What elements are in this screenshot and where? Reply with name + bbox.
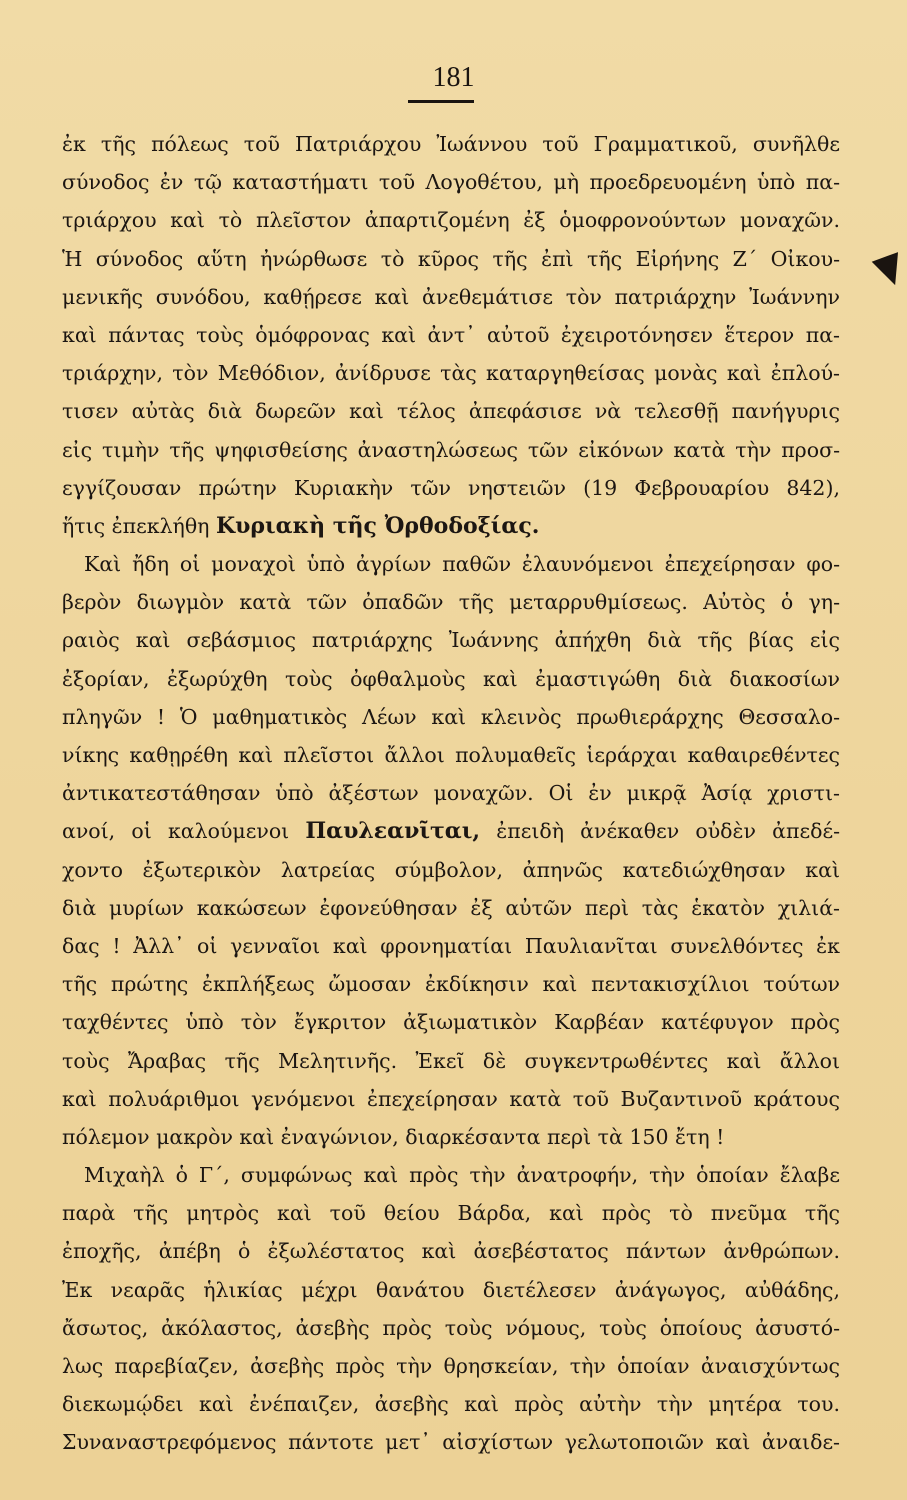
text-line: χοντο ἐξωτερικὸν λατρείας σύμβολον, ἀπηνῶς κατεδιώχθησαν καὶ <box>62 857 840 882</box>
text-line: διεκωμῴδει καὶ ἐνέπαιζεν, ἀσεβὴς καὶ πρὸς αὐτὴν τὴν μητέρα του. <box>62 1392 840 1417</box>
text-line: ταχθέντες ὑπὸ τὸν ἔγκριτον ἀξιωματικὸν Καρβέαν κατέφυγον πρὸς <box>62 1010 840 1035</box>
bold-heading-run: Κυριακὴ τῆς Ὀρθοδοξίας. <box>215 512 540 539</box>
text-line: ἐξορίαν, ἐξωρύχθη τοὺς ὀφθαλμοὺς καὶ ἐμαστιγώθη διὰ διακοσίων <box>62 666 840 691</box>
bold-term-run: Παυλεανῖται, <box>305 818 481 845</box>
text-line <box>62 812 840 850</box>
text-line: τῆς πρώτης ἐκπλήξεως ὤμοσαν ἐκδίκησιν καὶ πεντακισχίλιοι τούτων <box>62 972 840 997</box>
text-line: Ἐκ νεαρᾶς ἡλικίας μέχρι θανάτου διετέλεσεν ἀνάγωγος, αὐθάδης, <box>62 1277 840 1302</box>
text-line <box>62 507 840 545</box>
text-run: ανοί, οἱ καλούμενοι <box>62 819 306 844</box>
text-line: Συναναστρεφόμενος πάντοτε μετ᾽ αἰσχίστων γελωτοποιῶν καὶ ἀναιδε- <box>62 1430 840 1455</box>
text-line: νίκης καθῃρέθη καὶ πλεῖστοι ἄλλοι πολυμαθεῖς ἱεράρχαι καθαιρεθέντες <box>62 743 840 767</box>
text-line: ἐποχῆς, ἀπέβη ὁ ἐξωλέστατος καὶ ἀσεβέστατος πάντων ἀνθρώπων. <box>62 1239 840 1264</box>
text-run: ἐπειδὴ ἀνέκαθεν οὐδὲν ἀπεδέ- <box>480 819 840 844</box>
text-line: εἰς τιμὴν τῆς ψηφισθείσης ἀναστηλώσεως τῶν εἰκόνων κατὰ τὴν προσ- <box>62 437 840 462</box>
text-line: καὶ πάντας τοὺς ὁμόφρονας καὶ ἀντ᾽ αὐτοῦ ἐχειροτόνησεν ἕτερον πα- <box>62 322 840 347</box>
text-line: τοὺς Ἄραβας τῆς Μελητινῆς. Ἐκεῖ δὲ συγκεντρωθέντες καὶ ἄλλοι <box>62 1048 840 1073</box>
text-line: πληγῶν ! Ὁ μαθηματικὸς Λέων καὶ κλεινὸς πρωθιεράρχης Θεσσαλο- <box>62 704 840 729</box>
text-line: τισεν αὐτὰς διὰ δωρεῶν καὶ τέλος ἀπεφάσισε νὰ τελεσθῇ πανήγυρις <box>62 399 840 424</box>
text-line: σύνοδος ἐν τῷ καταστήματι τοῦ Λογοθέτου, μὴ προεδρευομένη ὑπὸ πα- <box>62 170 840 195</box>
text-line: καὶ πολυάριθμοι γενόμενοι ἐπεχείρησαν κατὰ τοῦ Βυζαντινοῦ κράτους <box>62 1086 840 1111</box>
text-line: Ἡ σύνοδος αὕτη ἠνώρθωσε τὸ κῦρος τῆς ἐπὶ τῆς Εἰρήνης Ζ΄ Οἰκου- <box>62 246 840 271</box>
paragraph-first-line: Καὶ ἤδη οἱ μοναχοὶ ὑπὸ ἀγρίων παθῶν ἐλαυνόμενοι ἐπεχείρησαν φο- <box>84 552 840 577</box>
text-line: τριάρχου καὶ τὸ πλεῖστον ἀπαρτιζομένη ἐξ ὁμοφρονούντων μοναχῶν. <box>62 208 840 233</box>
paragraph-first-line: Μιχαὴλ ὁ Γ΄, συμφώνως καὶ πρὸς τὴν ἀνατροφήν, τὴν ὁποίαν ἔλαβε <box>84 1163 840 1188</box>
text-run: ἥτις ἐπεκλήθη <box>62 513 216 538</box>
margin-mark-icon <box>872 252 907 290</box>
body-text <box>62 125 840 1462</box>
text-line: διὰ μυρίων κακώσεων ἐφονεύθησαν ἐξ αὐτῶν περὶ τὰς ἑκατὸν χιλιά- <box>62 895 840 920</box>
text-line: ἄσωτος, ἀκόλαστος, ἀσεβὴς πρὸς τοὺς νόμους, τοὺς ὁποίους ἀσυστό- <box>62 1315 840 1340</box>
text-line: δας ! Ἀλλ᾽ οἱ γενναῖοι καὶ φρονηματίαι Παυλιανῖται συνελθόντες ἐκ <box>62 933 840 958</box>
header-rule <box>408 100 474 103</box>
page-number: 181 <box>432 62 475 93</box>
text-line: τριάρχην, τὸν Μεθόδιον, ἀνίδρυσε τὰς καταργηθείσας μονὰς καὶ ἐπλού- <box>62 361 840 386</box>
text-line: εγγίζουσαν πρώτην Κυριακὴν τῶν νηστειῶν (19 Φεβρουαρίου 842), <box>62 475 840 500</box>
text-line: ἀντικατεστάθησαν ὑπὸ ἀξέστων μοναχῶν. Οἱ ἐν μικρᾷ Ἀσίᾳ χριστι- <box>62 781 840 806</box>
text-line: λως παρεβίαζεν, ἀσεβὴς πρὸς τὴν θρησκείαν, τὴν ὁποίαν ἀναισχύντως <box>62 1354 840 1378</box>
text-line: πόλεμον μακρὸν καὶ ἐναγώνιον, διαρκέσαντα περὶ τὰ 150 ἔτη ! <box>62 1124 725 1149</box>
text-line: μενικῆς συνόδου, καθῄρεσε καὶ ἀνεθεμάτισε τὸν πατριάρχην Ἰωάννην <box>62 284 840 309</box>
text-line: ἐκ τῆς πόλεως τοῦ Πατριάρχου Ἰωάννου τοῦ Γραμματικοῦ, συνῆλθε <box>62 132 840 156</box>
text-line: παρὰ τῆς μητρὸς καὶ τοῦ θείου Βάρδα, καὶ πρὸς τὸ πνεῦμα τῆς <box>62 1201 840 1226</box>
text-line: ραιὸς καὶ σεβάσμιος πατριάρχης Ἰωάννης ἀπήχθη διὰ τῆς βίας εἰς <box>62 628 840 653</box>
text-line: βερὸν διωγμὸν κατὰ τῶν ὀπαδῶν τῆς μεταρρυθμίσεως. Αὐτὸς ὁ γη- <box>62 590 840 615</box>
